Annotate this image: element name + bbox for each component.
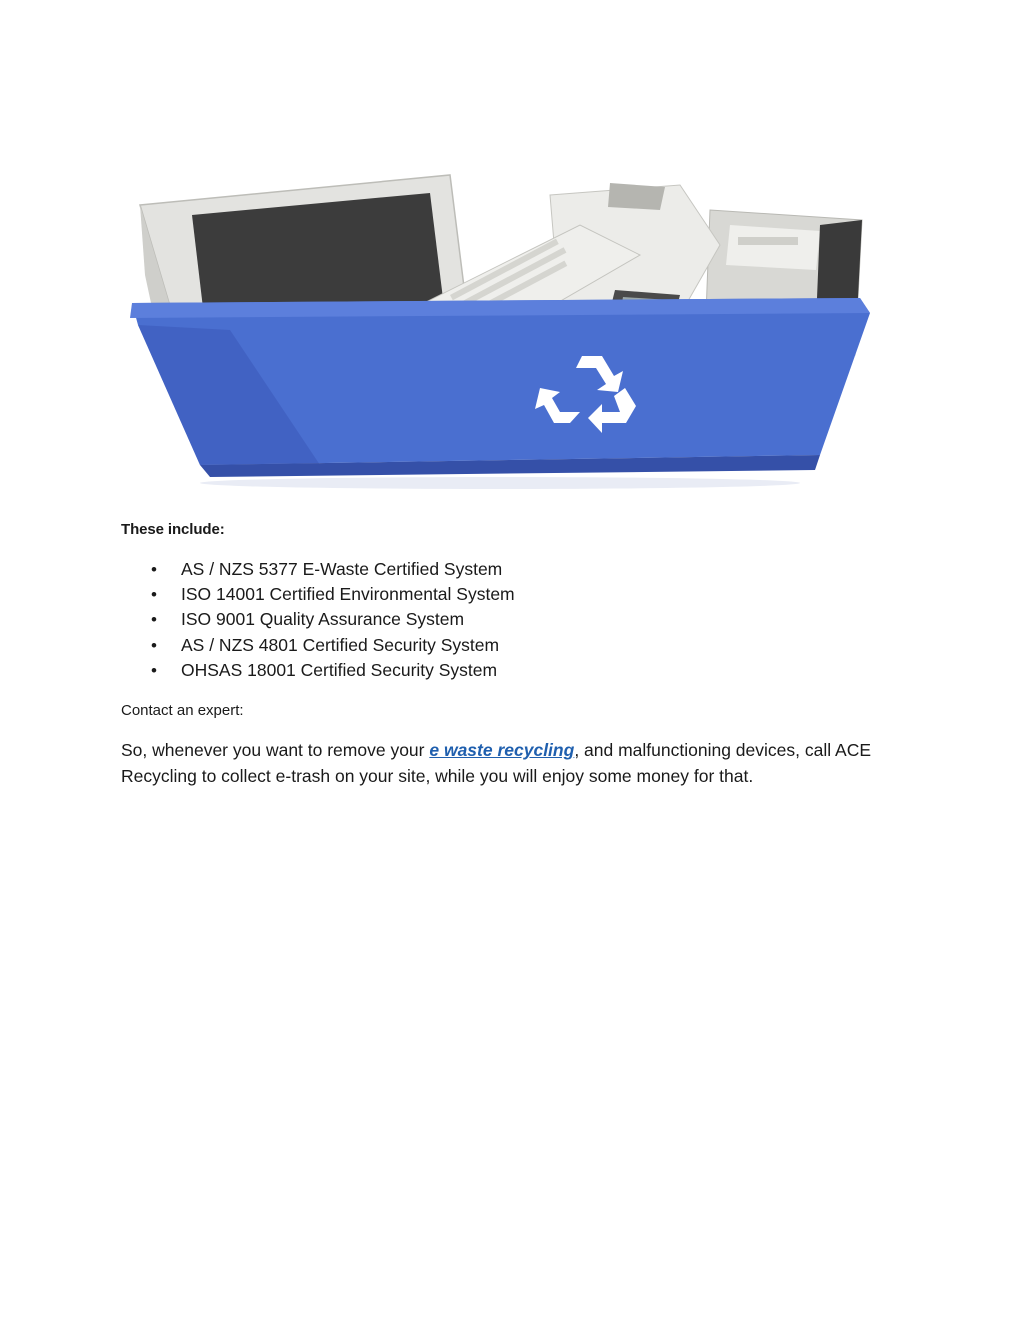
bullet: • bbox=[151, 585, 157, 605]
paragraph-text-end: , and malfunctioning devices, call ACE Recycling to collect e-trash on your site, while you will enjoy some money for that. bbox=[121, 740, 872, 786]
list-item bbox=[151, 633, 515, 658]
bullet: • bbox=[151, 635, 157, 655]
list-item-text: OHSAS 18001 Certified Security System bbox=[181, 659, 498, 680]
bullet: • bbox=[151, 560, 157, 579]
list-item bbox=[151, 607, 515, 632]
list-item-text: ISO 14001 Certified Environmental System bbox=[181, 584, 515, 605]
paragraph-text-start: So, whenever you want to remove your bbox=[121, 740, 430, 760]
list-item-text: AS / NZS 4801 Certified Security System bbox=[181, 634, 500, 655]
bullet: • bbox=[151, 610, 157, 630]
e-waste-recycling-link[interactable]: e waste recycling bbox=[429, 740, 575, 760]
list-item-text: AS / NZS 5377 E-Waste Certified System bbox=[181, 559, 503, 579]
list-item bbox=[151, 658, 515, 683]
list-item bbox=[151, 582, 515, 607]
section-heading: These include: bbox=[121, 521, 225, 538]
certification-list bbox=[151, 557, 515, 683]
recycle-bin bbox=[130, 298, 870, 489]
bullet: • bbox=[151, 660, 157, 680]
recycling-bin-image bbox=[120, 165, 880, 495]
list-item bbox=[151, 557, 515, 582]
body-paragraph bbox=[121, 737, 911, 789]
list-item-text: ISO 9001 Quality Assurance System bbox=[181, 609, 465, 630]
contact-label: Contact an expert: bbox=[121, 702, 244, 719]
